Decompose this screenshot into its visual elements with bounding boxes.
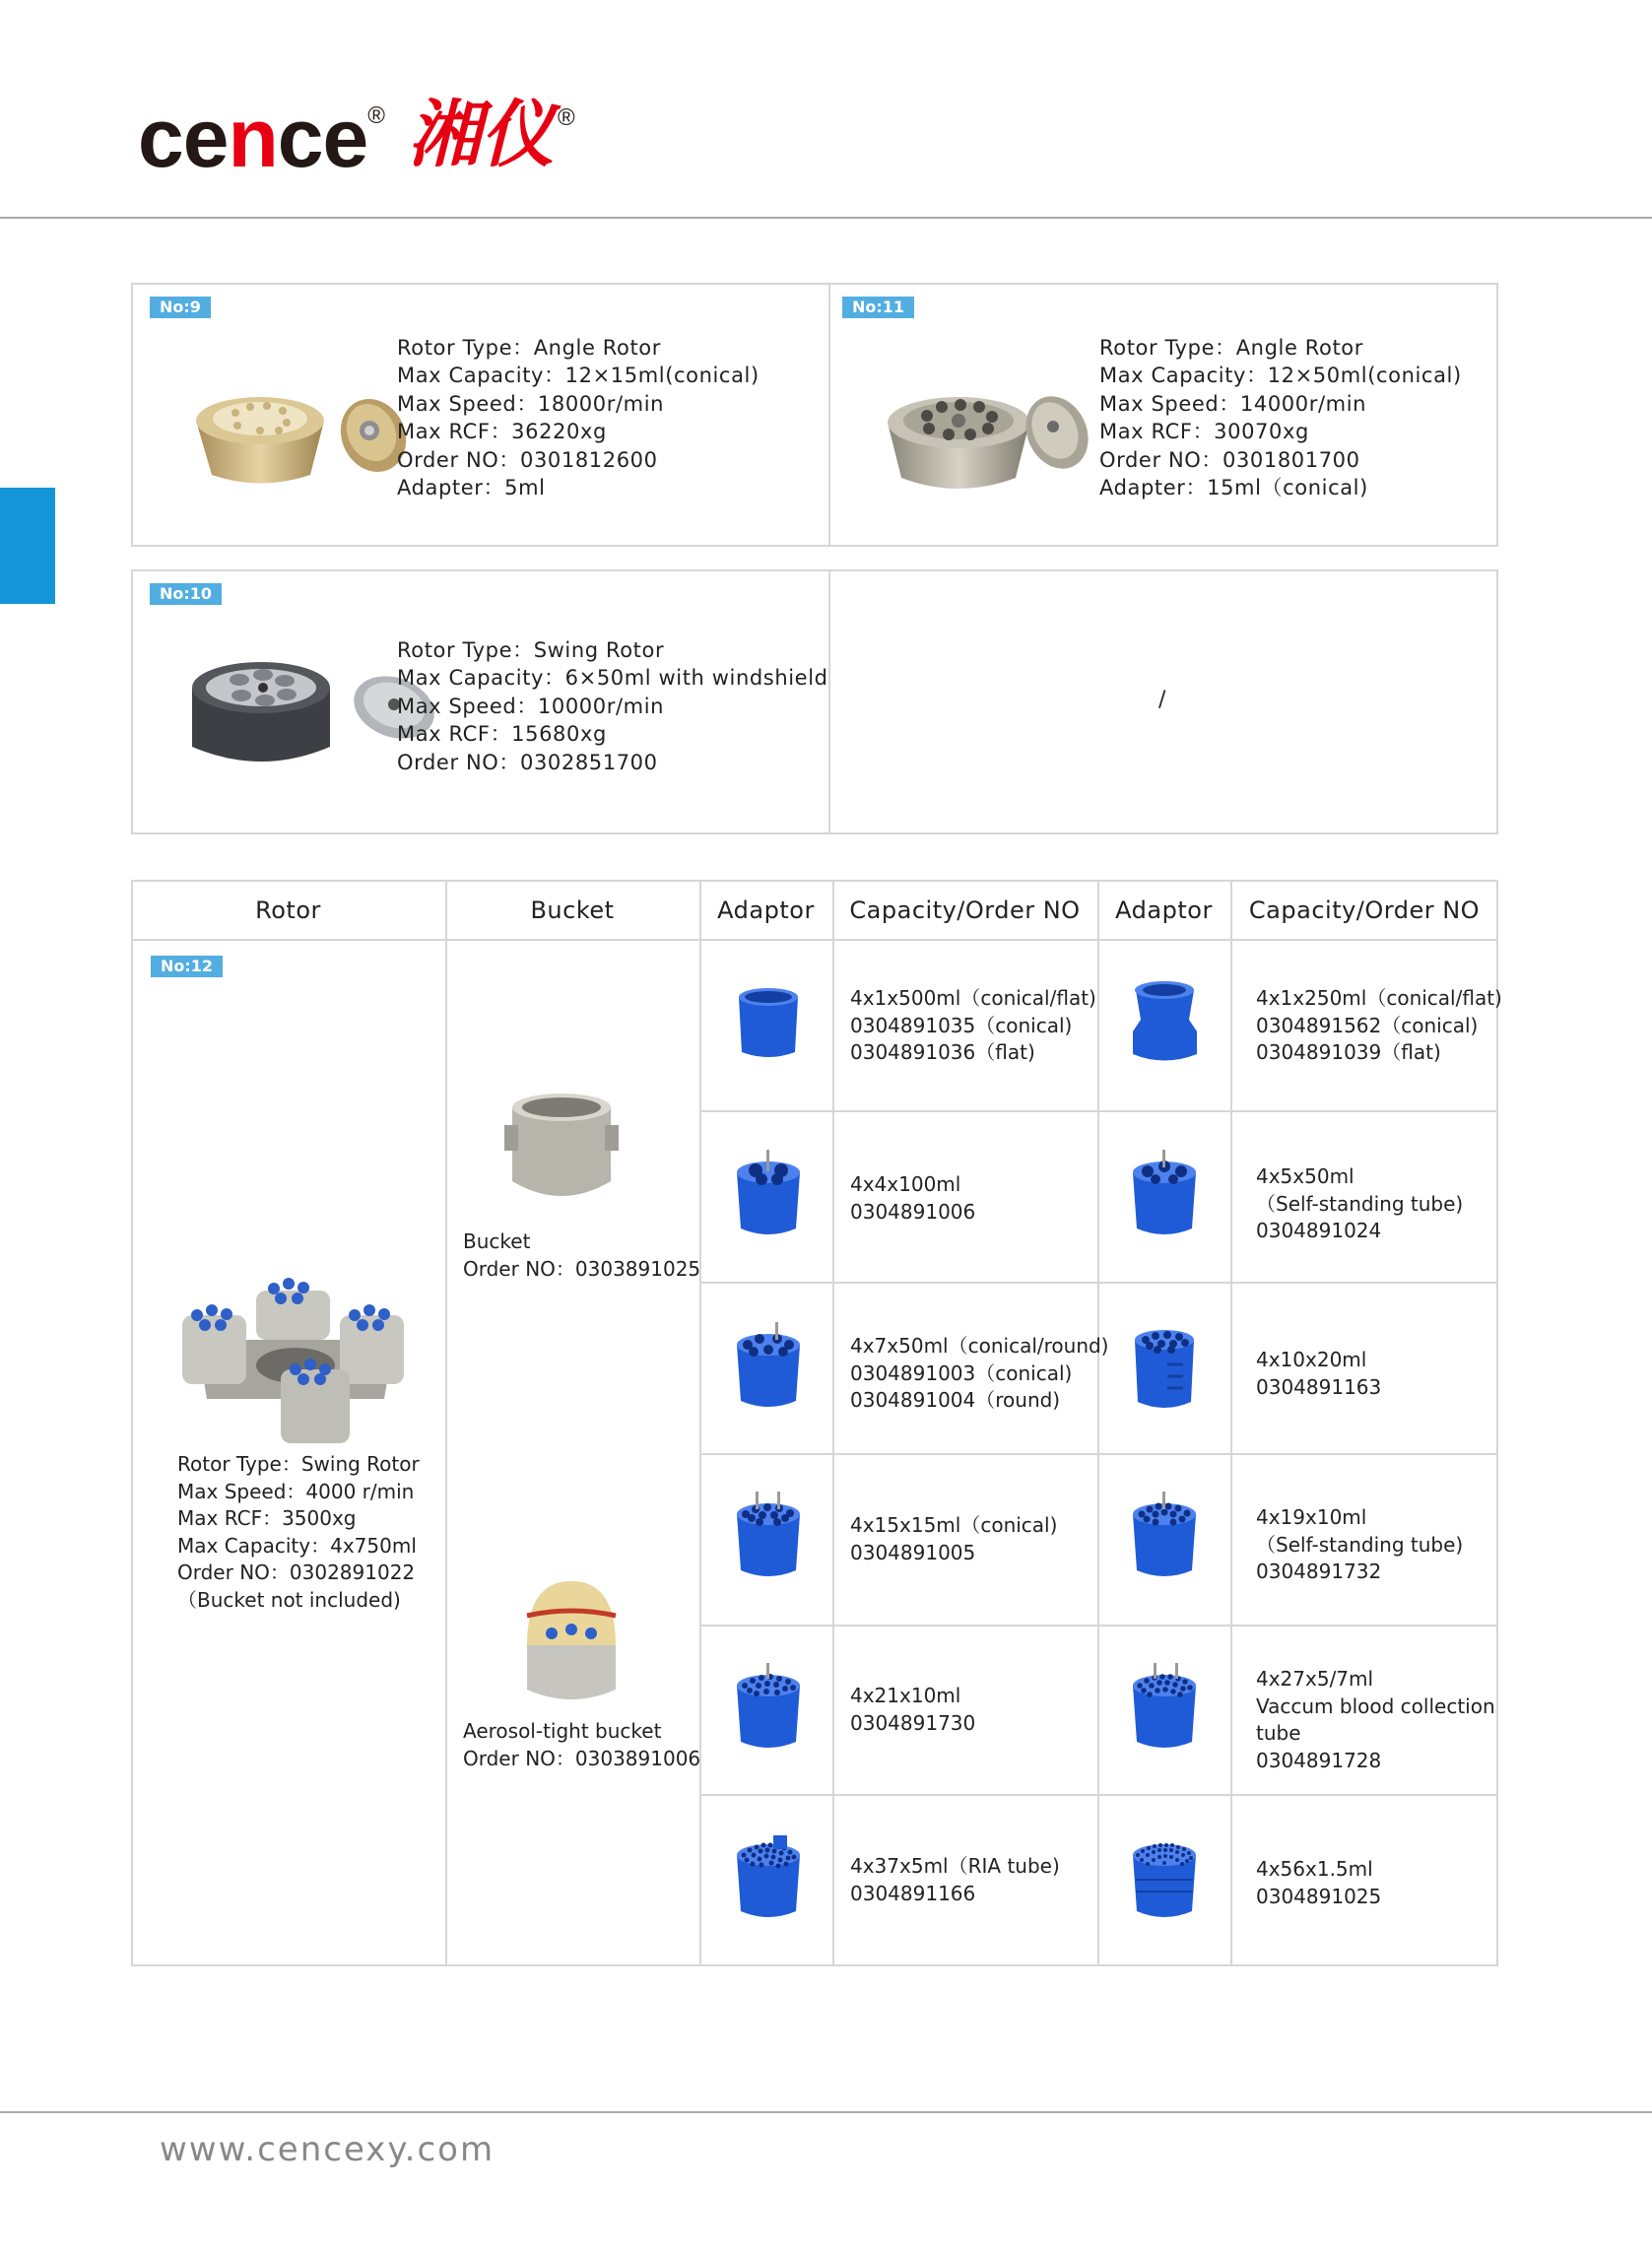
capacity-cell <box>1256 985 1502 1067</box>
spec-line: Order NO：0302851700 <box>397 750 658 774</box>
capacity-line: 4x7x50ml（conical/round) <box>850 1334 1109 1358</box>
col-divider <box>699 880 701 1966</box>
header-capacity: Capacity/Order NO <box>1248 896 1481 924</box>
21-hole-adaptor-icon <box>732 1661 805 1755</box>
header-capacity: Capacity/Order NO <box>849 896 1081 924</box>
header-rotor: Rotor <box>255 896 321 924</box>
order-number: 0304891730 <box>850 1710 976 1735</box>
spec-line: Rotor Type：Angle Rotor <box>1099 336 1363 360</box>
capacity-note: （Self-standing tube) <box>1256 1532 1464 1557</box>
capacity-line: 4x10x20ml <box>1256 1348 1367 1371</box>
spec-line: Max Capacity：12×50ml(conical) <box>1099 364 1462 388</box>
rotor-specs <box>397 334 760 501</box>
order-number: 0304891562（conical) <box>1256 1013 1479 1037</box>
spec-line: Max Speed：10000r/min <box>397 694 665 718</box>
capacity-line: 4x56x1.5ml <box>1256 1857 1373 1881</box>
brand-logo: cence® <box>138 92 384 184</box>
spec-line: Max Capacity：12×15ml(conical) <box>397 364 760 388</box>
footer-divider <box>0 2111 1652 2113</box>
rotor-badge: No:10 <box>150 583 222 605</box>
capacity-note: tube <box>1256 1721 1301 1745</box>
19-hole-adaptor-icon <box>1128 1490 1201 1583</box>
capacity-line: 4x19x10ml <box>1256 1505 1367 1529</box>
order-number: 0304891024 <box>1256 1219 1382 1242</box>
bucket-text <box>463 1228 700 1283</box>
spec-line: Max Speed：18000r/min <box>397 391 665 416</box>
angle-rotor-silver-icon <box>880 362 1116 504</box>
capacity-cell <box>850 985 1096 1067</box>
spec-line: Max RCF：30070xg <box>1099 420 1309 444</box>
capacity-line: 4x4x100ml <box>850 1172 961 1196</box>
capacity-line: 4x15x15ml（conical) <box>850 1513 1058 1537</box>
order-number: 0304891004（round) <box>850 1388 1061 1412</box>
capacity-note: Vaccum blood collection <box>1256 1693 1495 1718</box>
order-number: 0304891732 <box>1256 1560 1382 1583</box>
order-number: 0304891039（flat) <box>1256 1040 1441 1064</box>
col-divider <box>832 880 834 1966</box>
col-divider <box>445 880 447 1966</box>
rotor-card-10 <box>131 569 830 834</box>
27-hole-adaptor-icon <box>1128 1661 1201 1755</box>
spec-line: Max Capacity：6×50ml with windshield <box>397 666 828 691</box>
bucket-name: Aerosol-tight bucket <box>463 1719 662 1743</box>
15-hole-adaptor-icon <box>732 1490 805 1583</box>
rotor-badge: No:12 <box>151 956 223 977</box>
spec-line: Max RCF：15680xg <box>397 722 607 747</box>
capacity-cell <box>850 1512 1057 1566</box>
56-hole-adaptor-icon <box>1128 1830 1201 1924</box>
swing-rotor-buckets-icon <box>177 1271 414 1448</box>
aerosol-bucket-text <box>463 1718 700 1772</box>
bucket-order: Order NO：0303891025 <box>463 1256 701 1281</box>
spec-line: Order NO：0301801700 <box>1099 447 1360 472</box>
order-number: 0304891035（conical) <box>850 1013 1073 1037</box>
rotor-12-specs <box>177 1451 420 1614</box>
brand-chinese-logo: 湘仪 <box>408 93 554 177</box>
capacity-line: 4x21x10ml <box>850 1684 961 1707</box>
row-divider <box>699 1110 1498 1112</box>
bucket-name: Bucket <box>463 1229 531 1253</box>
aerosol-tight-bucket-icon <box>517 1576 626 1709</box>
order-number: 0304891036（flat) <box>850 1040 1035 1064</box>
capacity-cell <box>850 1171 975 1226</box>
capacity-line: 4x37x5ml（RIA tube) <box>850 1854 1060 1878</box>
4-hole-adaptor-icon <box>732 1148 805 1241</box>
capacity-line: 4x1x500ml（conical/flat) <box>850 986 1096 1010</box>
capacity-cell <box>1256 1504 1463 1586</box>
rotor-badge: No:9 <box>150 297 211 318</box>
order-number: 0304891005 <box>850 1540 976 1564</box>
37-hole-adaptor-icon <box>732 1830 805 1924</box>
spec-line: Max RCF：36220xg <box>397 420 607 444</box>
row-divider <box>699 1625 1498 1626</box>
order-number: 0304891006 <box>850 1199 976 1224</box>
capacity-line: 4x1x250ml（conical/flat) <box>1256 986 1502 1010</box>
flanged-cup-adaptor-icon <box>1128 980 1202 1069</box>
order-number: 0304891003（conical) <box>850 1361 1073 1385</box>
rotor-card-9 <box>131 283 830 547</box>
spec-line: Max Speed：4000 r/min <box>177 1479 415 1503</box>
5-hole-adaptor-icon <box>1128 1148 1201 1241</box>
spec-line: Order NO：0301812600 <box>397 447 658 472</box>
side-accent-tab <box>0 488 55 604</box>
capacity-note: （Self-standing tube) <box>1256 1191 1464 1216</box>
7-hole-adaptor-icon <box>732 1320 805 1414</box>
capacity-cell <box>1256 1856 1381 1910</box>
capacity-cell <box>1256 1163 1463 1245</box>
spec-line: Rotor Type：Swing Rotor <box>177 1452 420 1476</box>
empty-card <box>828 569 1498 834</box>
bucket-icon <box>502 1088 621 1211</box>
order-number: 0304891166 <box>850 1881 976 1905</box>
10-hole-adaptor-icon <box>1128 1325 1201 1414</box>
rotor-specs <box>1099 334 1462 501</box>
spec-line: Rotor Type：Swing Rotor <box>397 638 665 662</box>
capacity-cell <box>850 1333 1109 1415</box>
spec-line: Adapter：15ml（conical) <box>1099 476 1368 500</box>
capacity-cell <box>850 1853 1060 1907</box>
order-number: 0304891163 <box>1256 1374 1382 1399</box>
bucket-order: Order NO：0303891006 <box>463 1746 701 1770</box>
row-divider <box>699 1282 1498 1284</box>
header-adaptor: Adaptor <box>1115 896 1213 924</box>
row-divider <box>699 1794 1498 1796</box>
empty-placeholder: / <box>1158 688 1166 712</box>
capacity-cell <box>1256 1666 1495 1774</box>
capacity-cell <box>1256 1347 1381 1401</box>
spec-line: （Bucket not included) <box>177 1587 401 1612</box>
spec-line: Max Speed：14000r/min <box>1099 391 1367 416</box>
col-divider <box>1097 880 1099 1966</box>
header-adaptor: Adaptor <box>717 896 815 924</box>
spec-line: Adapter：5ml <box>397 476 546 500</box>
capacity-line: 4x5x50ml <box>1256 1164 1355 1188</box>
capacity-line: 4x27x5/7ml <box>1256 1667 1374 1691</box>
spec-line: Max Capacity：4x750ml <box>177 1533 417 1558</box>
rotor-card-11 <box>828 283 1498 547</box>
header-bucket: Bucket <box>530 896 615 924</box>
order-number: 0304891728 <box>1256 1748 1382 1772</box>
order-number: 0304891025 <box>1256 1884 1382 1908</box>
spec-line: Order NO：0302891022 <box>177 1560 416 1584</box>
capacity-cell <box>850 1683 975 1737</box>
footer-website-link[interactable]: www.cencexy.com <box>160 2130 496 2169</box>
rotor-specs <box>397 636 828 776</box>
col-divider <box>1230 880 1232 1966</box>
spec-line: Rotor Type：Angle Rotor <box>397 336 661 360</box>
brand-reg-mark: ® <box>558 104 575 131</box>
single-cup-adaptor-icon <box>734 985 803 1064</box>
header-divider <box>0 217 1652 219</box>
rotor-badge: No:11 <box>842 297 914 318</box>
row-divider <box>699 1453 1498 1455</box>
spec-line: Max RCF：3500xg <box>177 1506 357 1530</box>
